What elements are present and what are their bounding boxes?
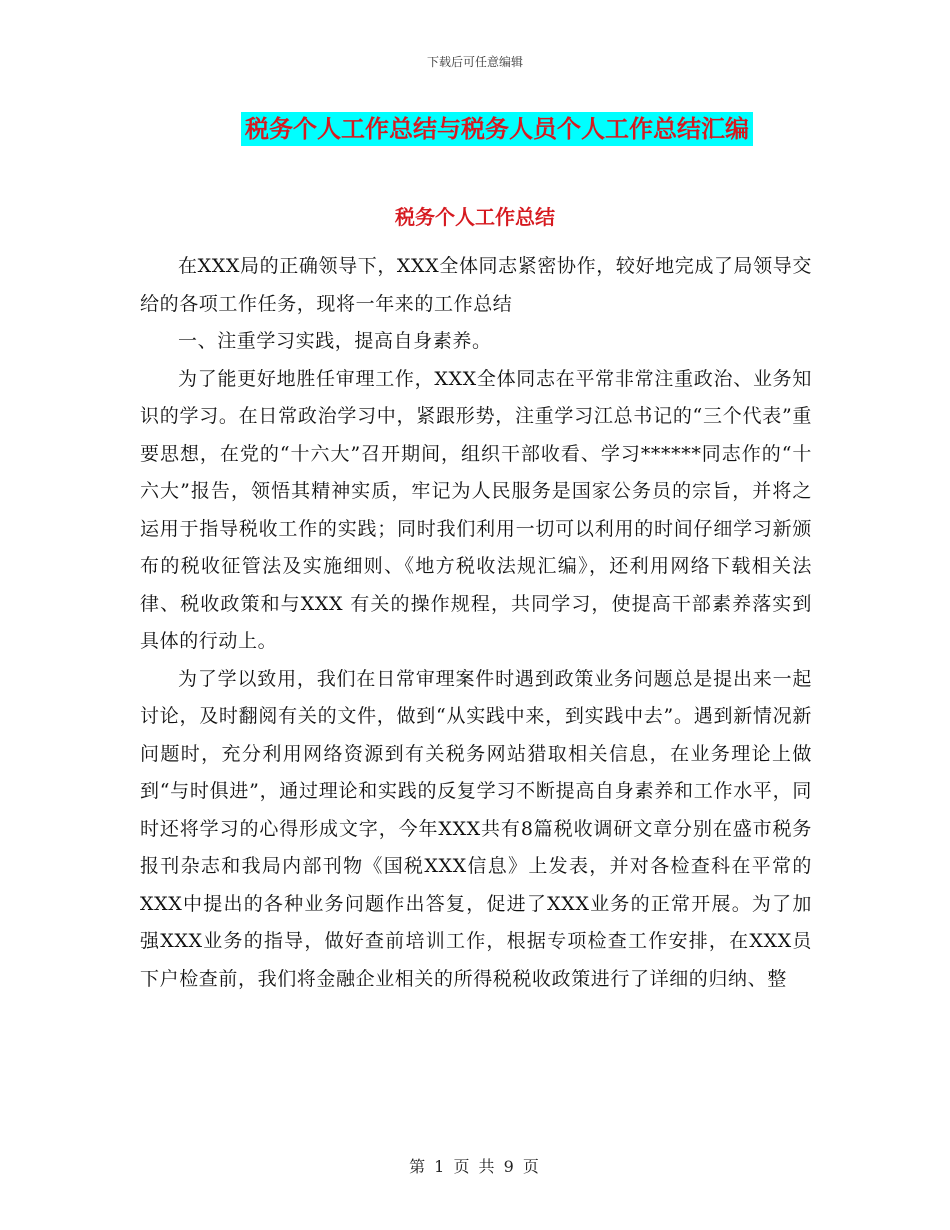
paragraph-intro: 在XXX局的正确领导下，XXX全体同志紧密协作，较好地完成了局领导交给的各项工作任务，现将一年来的工作总结 — [140, 255, 812, 315]
document-main-title: 税务个人工作总结与税务人员个人工作总结汇编 — [241, 112, 753, 146]
document-body — [140, 248, 812, 998]
header-note: 下载后可任意编辑 — [426, 55, 523, 69]
paragraph-heading-1: 一、注重学习实践，提高自身素养。 — [178, 330, 492, 352]
section-title: 税务个人工作总结 — [395, 205, 555, 229]
paragraph-practice: 为了学以致用，我们在日常审理案件时遇到政策业务问题总是提出来一起讨论，及时翻阅有关的文件，做到“从实践中来，到实践中去”。遇到新情况新问题时，充分利用网络资源到有关税务网站猎取相关信息，在业务理论上做到“与时俱进”，通过理论和实践的反复学习不断提高自身素养和工作水平，同时还将学习的心得形成文字，今年XXX共有8篇税收调研文章分别在盛市税务报刊杂志和我局内部刊物《国税XXX信息》上发表，并对各检查科在平常的XXX中提出的各种业务问题作出答复，促进了XXX业务的正常开展。为了加强XXX业务的指导，做好查前培训工作，根据专项检查工作安排，在XXX员下户检查前，我们将金融企业相关的所得税税收政策进行了详细的归纳、整 — [140, 667, 812, 990]
main-title-container — [0, 112, 950, 146]
page-footer: 第 1 页 共 9 页 — [409, 1157, 541, 1176]
paragraph-study: 为了能更好地胜任审理工作，XXX全体同志在平常非常注重政治、业务知识的学习。在日常政治学习中，紧跟形势，注重学习江总书记的“三个代表”重要思想，在党的“十六大”召开期间，组织干部收看、学习******同志作的“十六大”报告，领悟其精神实质，牢记为人民服务是国家公务员的宗旨，并将之运用于指导税收工作的实践；同时我们利用一切可以利用的时间仔细学习新颁布的税收征管法及实施细则、《地方税收法规汇编》，还利用网络下载相关法律、税收政策和与XXX 有关的操作规程，共同学习，使提高干部素养落实到具体的行动上。 — [140, 367, 812, 652]
